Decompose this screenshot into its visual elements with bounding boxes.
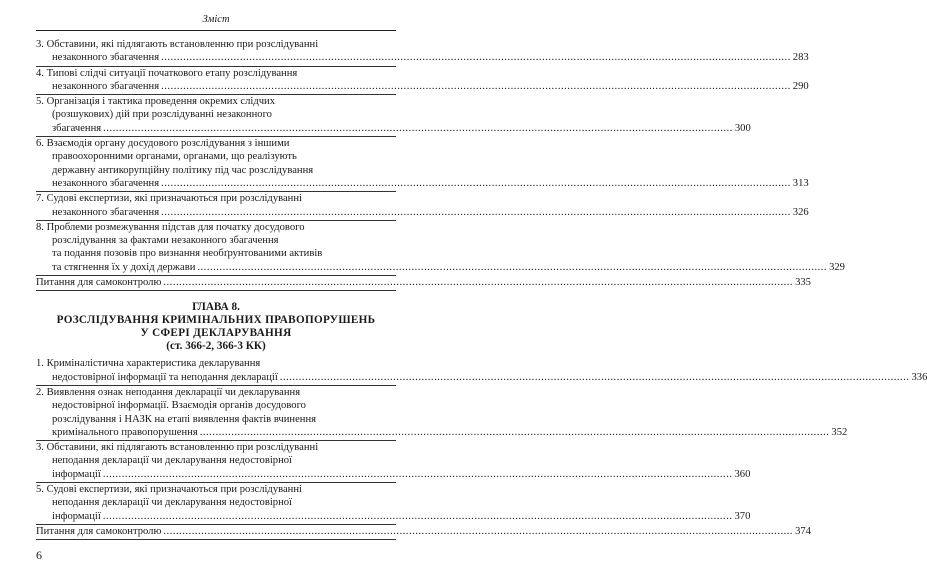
dot-leader: ........................................................................................................................................................................................................ <box>163 525 794 537</box>
toc-entry-line <box>36 108 396 121</box>
toc-entry-text: інформації <box>52 468 101 480</box>
chapter-heading <box>36 301 396 353</box>
toc-entry-line <box>36 67 396 80</box>
toc-page-number: 329 <box>829 261 845 273</box>
toc-entry-text: збагачення <box>52 122 102 134</box>
toc-page-number: 336 <box>911 371 927 383</box>
toc-entry-text: 5. Судові експертизи, які призначаються при розслідуванні <box>36 484 302 496</box>
toc-entry-text: недостовірної інформації та неподання декларації <box>52 371 278 383</box>
toc-entry-line <box>36 261 845 274</box>
toc-entry-line <box>36 510 751 523</box>
toc-entry-text: 7. Судові експертизи, які призначаються при розслідуванні <box>36 193 302 205</box>
toc-page-number: 300 <box>734 122 751 134</box>
chapter-entries <box>36 357 927 540</box>
toc-entry-text: недостовірної інформації. Взаємодія органів досудового <box>52 400 306 412</box>
toc-entry-line <box>36 357 396 370</box>
toc-entry[interactable] <box>36 38 809 67</box>
toc-entry-text: інформації <box>52 510 101 522</box>
chapter-title-line-1: РОЗСЛІДУВАННЯ КРИМІНАЛЬНИХ ПРАВОПОРУШЕНЬ <box>56 314 376 327</box>
chapter-title-line-2: У СФЕРІ ДЕКЛАРУВАННЯ <box>140 327 292 340</box>
toc-entry-text: незаконного збагачення <box>52 80 160 92</box>
toc-entry-line <box>36 38 396 51</box>
toc-page-number: 326 <box>792 206 809 218</box>
toc-entry-line <box>36 122 751 135</box>
dot-leader: ........................................................................................................................................................................................................ <box>161 177 791 189</box>
dot-leader: ........................................................................................................................................................................................................ <box>161 80 791 92</box>
toc-entry[interactable] <box>36 441 751 483</box>
toc-entry-line <box>36 386 396 399</box>
toc-entry[interactable] <box>36 67 809 96</box>
toc-entry-text: кримінального правопорушення <box>52 426 198 438</box>
toc-entry-text: правоохоронними органами, органами, що реалізують <box>52 151 297 163</box>
toc-entry[interactable] <box>36 276 811 291</box>
toc-entry-line <box>36 234 396 247</box>
toc-entry-line <box>36 441 396 454</box>
toc-entry-line <box>36 454 396 467</box>
toc-entry-line <box>36 95 396 108</box>
dot-leader: ........................................................................................................................................................................................................ <box>161 206 791 218</box>
dot-leader: ........................................................................................................................................................................................................ <box>199 426 830 438</box>
dot-leader: ........................................................................................................................................................................................................ <box>103 122 733 134</box>
toc-page-number: 290 <box>792 80 809 92</box>
toc-entry-line <box>36 496 396 509</box>
toc-entry-line <box>36 206 809 219</box>
toc-entry[interactable] <box>36 221 845 276</box>
toc-entry[interactable] <box>36 386 848 441</box>
dot-leader: ........................................................................................................................................................................................................ <box>161 52 791 64</box>
toc-entry-text: 4. Типові слідчі ситуації початкового етапу розслідування <box>36 67 298 79</box>
toc-entry-text: Питання для самоконтролю <box>36 277 162 289</box>
toc-entry-line <box>36 51 809 64</box>
section-entries <box>36 38 845 291</box>
toc-entry-text: незаконного збагачення <box>52 206 160 218</box>
toc-entry-line <box>36 525 811 538</box>
toc-entry-line <box>36 221 396 234</box>
toc-entry-text: 3. Обставини, які підлягають встановленню при розслідуванні <box>36 442 319 454</box>
toc-entry-line <box>36 164 396 177</box>
page-number: 6 <box>36 548 42 562</box>
toc-entry-text: 6. Взаємодія органу досудового розслідування з іншими <box>36 138 290 150</box>
toc-entry-text: 8. Проблеми розмежування підстав для початку досудового <box>36 221 305 233</box>
toc-entry-text: незаконного збагачення <box>52 177 160 189</box>
toc-entry-line <box>36 247 396 260</box>
toc-entry-line <box>36 483 396 496</box>
table-of-contents <box>36 38 927 540</box>
toc-page-number: 374 <box>795 525 811 537</box>
toc-entry-line <box>36 137 396 150</box>
dot-leader: ........................................................................................................................................................................................................ <box>102 468 733 480</box>
dot-leader: ........................................................................................................................................................................................................ <box>197 261 828 273</box>
toc-entry-line <box>36 192 396 205</box>
chapter-label: ГЛАВА 8. <box>192 301 240 314</box>
toc-entry-line <box>36 276 811 289</box>
toc-page-number: 335 <box>795 277 811 289</box>
toc-entry-line <box>36 150 396 163</box>
toc-entry-text: 2. Виявлення ознак неподання декларації чи декларування <box>36 386 301 398</box>
toc-entry-text: 3. Обставини, які підлягають встановленню при розслідуванні <box>36 39 319 50</box>
toc-page-number: 283 <box>792 52 809 64</box>
toc-entry-text: та стягнення їх у дохід держави <box>52 261 196 273</box>
toc-entry[interactable] <box>36 357 927 386</box>
toc-entry-line <box>36 371 927 384</box>
chapter-articles: (ст. 366-2, 366-3 КК) <box>166 340 266 353</box>
toc-entry-text: державну антикорупційну політику під час розслідування <box>52 164 314 176</box>
dot-leader: ........................................................................................................................................................................................................ <box>102 510 733 522</box>
toc-entry-text: (розшукових) дій при розслідуванні незаконного <box>52 109 272 121</box>
running-head: Зміст <box>36 14 396 31</box>
toc-entry-line <box>36 426 848 439</box>
toc-entry-text: Питання для самоконтролю <box>36 525 162 537</box>
toc-entry[interactable] <box>36 95 751 137</box>
toc-entry-text: незаконного збагачення <box>52 52 160 64</box>
toc-entry[interactable] <box>36 525 811 540</box>
toc-entry-text: неподання декларації чи декларування недостовірної <box>52 455 292 467</box>
toc-entry[interactable] <box>36 137 809 192</box>
toc-entry[interactable] <box>36 483 751 525</box>
toc-entry[interactable] <box>36 192 809 221</box>
toc-entry-text: та подання позовів про визнання необґрунтованими активів <box>52 248 323 260</box>
toc-entry-text: 1. Криміналістична характеристика декларування <box>36 358 261 370</box>
toc-page-number: 360 <box>734 468 751 480</box>
toc-entry-line <box>36 80 809 93</box>
toc-entry-line <box>36 413 396 426</box>
toc-entry-line <box>36 399 396 412</box>
dot-leader: ........................................................................................................................................................................................................ <box>279 371 910 383</box>
toc-entry-line <box>36 177 809 190</box>
toc-page-number: 352 <box>831 426 848 438</box>
toc-entry-text: розслідування і НАЗК на етапі виявлення фактів вчинення <box>52 413 317 425</box>
toc-entry-text: розслідування за фактами незаконного збагачення <box>52 235 279 247</box>
toc-entry-text: 5. Організація і тактика проведення окремих слідчих <box>36 96 276 108</box>
toc-page-number: 313 <box>792 177 809 189</box>
toc-page-number: 370 <box>734 510 751 522</box>
toc-entry-text: неподання декларації чи декларування недостовірної <box>52 497 292 509</box>
toc-entry-line <box>36 468 751 481</box>
dot-leader: ........................................................................................................................................................................................................ <box>163 277 794 289</box>
